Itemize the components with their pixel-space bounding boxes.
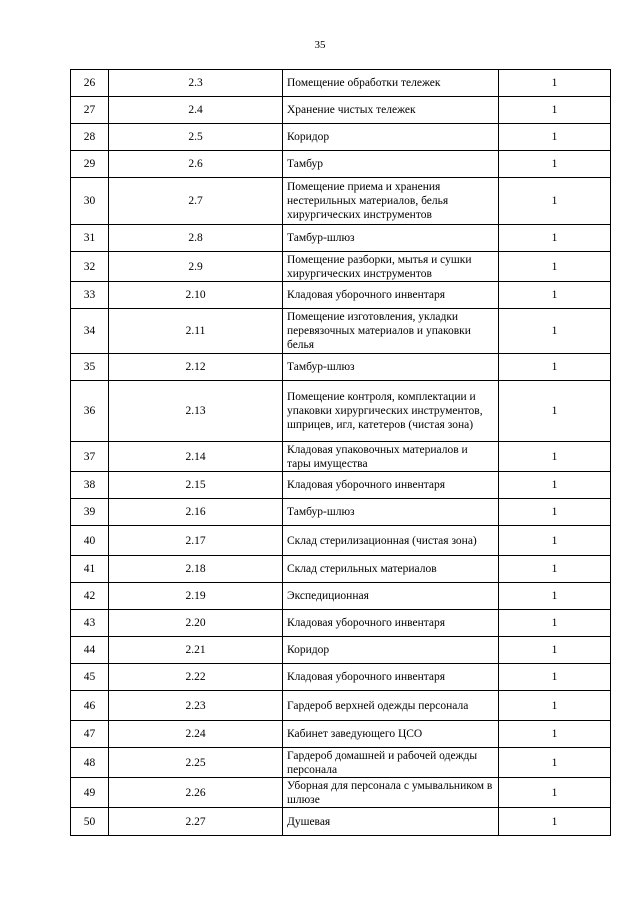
row-number-cell: 48 [71,748,109,778]
room-code-cell: 2.18 [109,556,283,583]
room-name-cell: Кладовая уборочного инвентаря [283,610,499,637]
row-number-cell: 32 [71,252,109,282]
row-number-cell: 37 [71,442,109,472]
quantity-cell: 1 [499,381,611,442]
room-name-cell: Кладовая уборочного инвентаря [283,664,499,691]
table-row [71,124,611,151]
row-number-cell: 28 [71,124,109,151]
quantity-cell: 1 [499,691,611,721]
table-row [71,225,611,252]
room-name-cell: Кабинет заведующего ЦСО [283,721,499,748]
room-code-cell: 2.27 [109,808,283,836]
quantity-cell: 1 [499,70,611,97]
quantity-cell: 1 [499,151,611,178]
quantity-cell: 1 [499,808,611,836]
room-code-cell: 2.17 [109,526,283,556]
row-number-cell: 50 [71,808,109,836]
room-code-cell: 2.25 [109,748,283,778]
room-code-cell: 2.13 [109,381,283,442]
room-code-cell: 2.8 [109,225,283,252]
quantity-cell: 1 [499,252,611,282]
row-number-cell: 44 [71,637,109,664]
table-row [71,252,611,282]
table-row [71,70,611,97]
room-name-cell: Тамбур-шлюз [283,225,499,252]
row-number-cell: 33 [71,282,109,309]
room-code-cell: 2.19 [109,583,283,610]
quantity-cell: 1 [499,499,611,526]
room-code-cell: 2.4 [109,97,283,124]
row-number-cell: 35 [71,354,109,381]
row-number-cell: 45 [71,664,109,691]
table-row [71,472,611,499]
room-name-cell: Кладовая упаковочных материалов и тары имущества [283,442,499,472]
room-code-cell: 2.22 [109,664,283,691]
room-name-cell: Экспедиционная [283,583,499,610]
rooms-table [70,69,611,836]
row-number-cell: 31 [71,225,109,252]
room-name-cell: Гардероб домашней и рабочей одежды персонала [283,748,499,778]
room-name-cell: Помещение разборки, мытья и сушки хирургических инструментов [283,252,499,282]
room-code-cell: 2.12 [109,354,283,381]
table-row [71,691,611,721]
room-name-cell: Склад стерильных материалов [283,556,499,583]
quantity-cell: 1 [499,309,611,354]
quantity-cell: 1 [499,178,611,225]
table-row [71,309,611,354]
room-code-cell: 2.15 [109,472,283,499]
row-number-cell: 26 [71,70,109,97]
room-code-cell: 2.9 [109,252,283,282]
room-name-cell: Уборная для персонала с умывальником в шлюзе [283,778,499,808]
table-row [71,808,611,836]
table-row [71,637,611,664]
room-name-cell: Гардероб верхней одежды персонала [283,691,499,721]
quantity-cell: 1 [499,556,611,583]
room-code-cell: 2.10 [109,282,283,309]
room-code-cell: 2.5 [109,124,283,151]
room-name-cell: Помещение приема и хранения нестерильных материалов, белья хирургических инструментов [283,178,499,225]
room-code-cell: 2.20 [109,610,283,637]
quantity-cell: 1 [499,282,611,309]
quantity-cell: 1 [499,748,611,778]
row-number-cell: 41 [71,556,109,583]
row-number-cell: 47 [71,721,109,748]
room-name-cell: Коридор [283,637,499,664]
room-code-cell: 2.14 [109,442,283,472]
row-number-cell: 29 [71,151,109,178]
room-code-cell: 2.23 [109,691,283,721]
row-number-cell: 38 [71,472,109,499]
quantity-cell: 1 [499,610,611,637]
room-name-cell: Помещение изготовления, укладки перевязочных материалов и упаковки белья [283,309,499,354]
table-row [71,151,611,178]
room-name-cell: Помещение обработки тележек [283,70,499,97]
quantity-cell: 1 [499,354,611,381]
room-code-cell: 2.26 [109,778,283,808]
quantity-cell: 1 [499,97,611,124]
room-name-cell: Кладовая уборочного инвентаря [283,472,499,499]
table-row [71,442,611,472]
table-row [71,97,611,124]
row-number-cell: 34 [71,309,109,354]
table-row [71,748,611,778]
room-name-cell: Хранение чистых тележек [283,97,499,124]
row-number-cell: 30 [71,178,109,225]
table-row [71,664,611,691]
quantity-cell: 1 [499,583,611,610]
room-code-cell: 2.21 [109,637,283,664]
quantity-cell: 1 [499,472,611,499]
table-row [71,778,611,808]
table-row [71,583,611,610]
quantity-cell: 1 [499,526,611,556]
room-code-cell: 2.7 [109,178,283,225]
quantity-cell: 1 [499,637,611,664]
row-number-cell: 40 [71,526,109,556]
room-name-cell: Кладовая уборочного инвентаря [283,282,499,309]
room-code-cell: 2.11 [109,309,283,354]
quantity-cell: 1 [499,778,611,808]
room-name-cell: Душевая [283,808,499,836]
table-row [71,556,611,583]
room-name-cell: Склад стерилизационная (чистая зона) [283,526,499,556]
room-name-cell: Тамбур-шлюз [283,499,499,526]
row-number-cell: 36 [71,381,109,442]
row-number-cell: 49 [71,778,109,808]
row-number-cell: 27 [71,97,109,124]
row-number-cell: 39 [71,499,109,526]
quantity-cell: 1 [499,225,611,252]
quantity-cell: 1 [499,124,611,151]
quantity-cell: 1 [499,664,611,691]
rooms-table-body [71,70,611,836]
quantity-cell: 1 [499,442,611,472]
table-row [71,282,611,309]
row-number-cell: 42 [71,583,109,610]
table-row [71,499,611,526]
quantity-cell: 1 [499,721,611,748]
table-row [71,354,611,381]
page-number: 35 [314,39,326,51]
room-name-cell: Тамбур [283,151,499,178]
room-code-cell: 2.3 [109,70,283,97]
room-code-cell: 2.6 [109,151,283,178]
table-row [71,721,611,748]
row-number-cell: 43 [71,610,109,637]
room-name-cell: Коридор [283,124,499,151]
room-code-cell: 2.24 [109,721,283,748]
room-code-cell: 2.16 [109,499,283,526]
room-name-cell: Помещение контроля, комплектации и упаковки хирургических инструментов, шприцев, игл, катетеров (чистая зона) [283,381,499,442]
row-number-cell: 46 [71,691,109,721]
table-row [71,610,611,637]
table-row [71,381,611,442]
room-name-cell: Тамбур-шлюз [283,354,499,381]
table-row [71,178,611,225]
table-row [71,526,611,556]
